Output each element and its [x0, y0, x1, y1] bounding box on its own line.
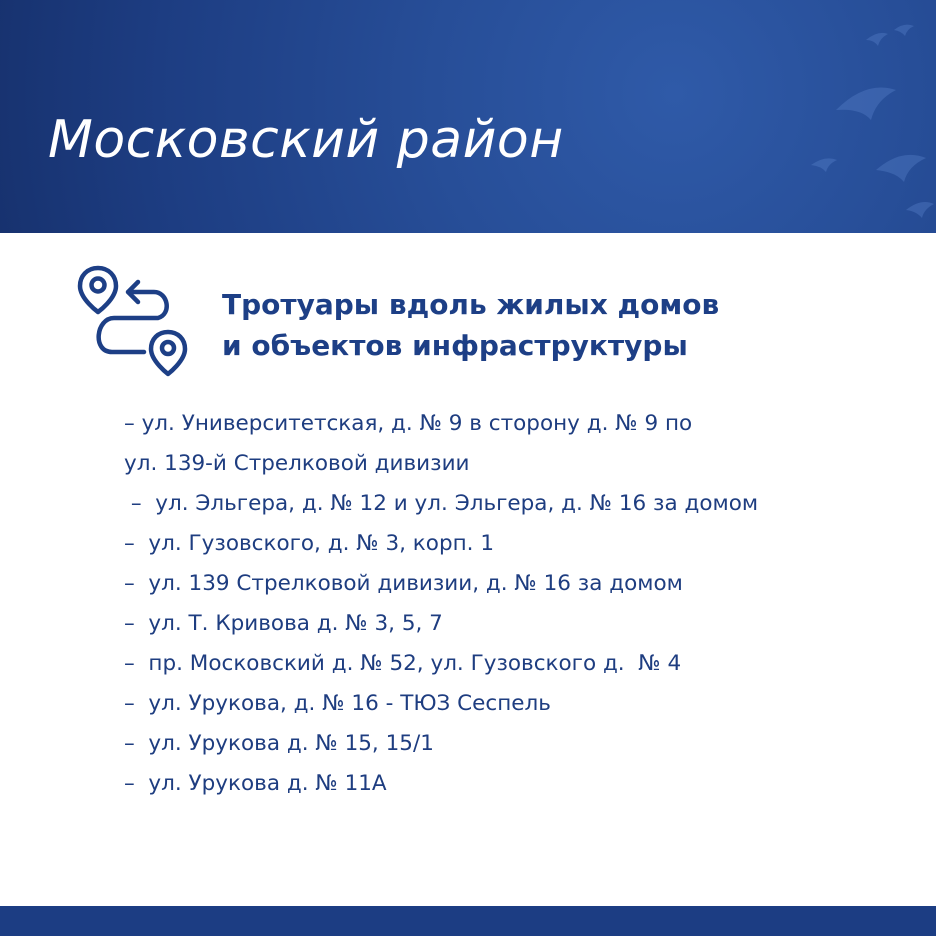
footer-bar — [0, 906, 936, 936]
district-title: Московский район — [48, 110, 564, 170]
list-item: – ул. Эльгера, д. № 12 и ул. Эльгера, д. № 16 за домом — [124, 491, 759, 516]
section-title — [222, 284, 912, 366]
route-map-icon — [74, 262, 192, 380]
section-title-line2: и объектов инфраструктуры — [222, 329, 688, 362]
list-item: – ул. Т. Кривова д. № 3, 5, 7 — [124, 611, 443, 636]
list-item: – ул. Урукова д. № 11А — [124, 771, 387, 796]
list-item: – ул. Урукова д. № 15, 15/1 — [124, 731, 434, 756]
header-banner — [0, 0, 936, 233]
list-item: – ул. 139 Стрелковой дивизии, д. № 16 за домом — [124, 571, 683, 596]
list-item: – пр. Московский д. № 52, ул. Гузовского д. № 4 — [124, 651, 682, 676]
list-item: – ул. Урукова, д. № 16 - ТЮЗ Сеспель — [124, 691, 551, 716]
birds-decoration-icon — [716, 0, 936, 233]
list-item: – ул. Гузовского, д. № 3, корп. 1 — [124, 531, 494, 556]
section-title-line1: Тротуары вдоль жилых домов — [222, 288, 720, 321]
list-item: ул. 139-й Стрелковой дивизии — [124, 451, 470, 476]
address-list — [124, 404, 924, 804]
list-item: – ул. Университетская, д. № 9 в сторону д. № 9 по — [124, 411, 693, 436]
